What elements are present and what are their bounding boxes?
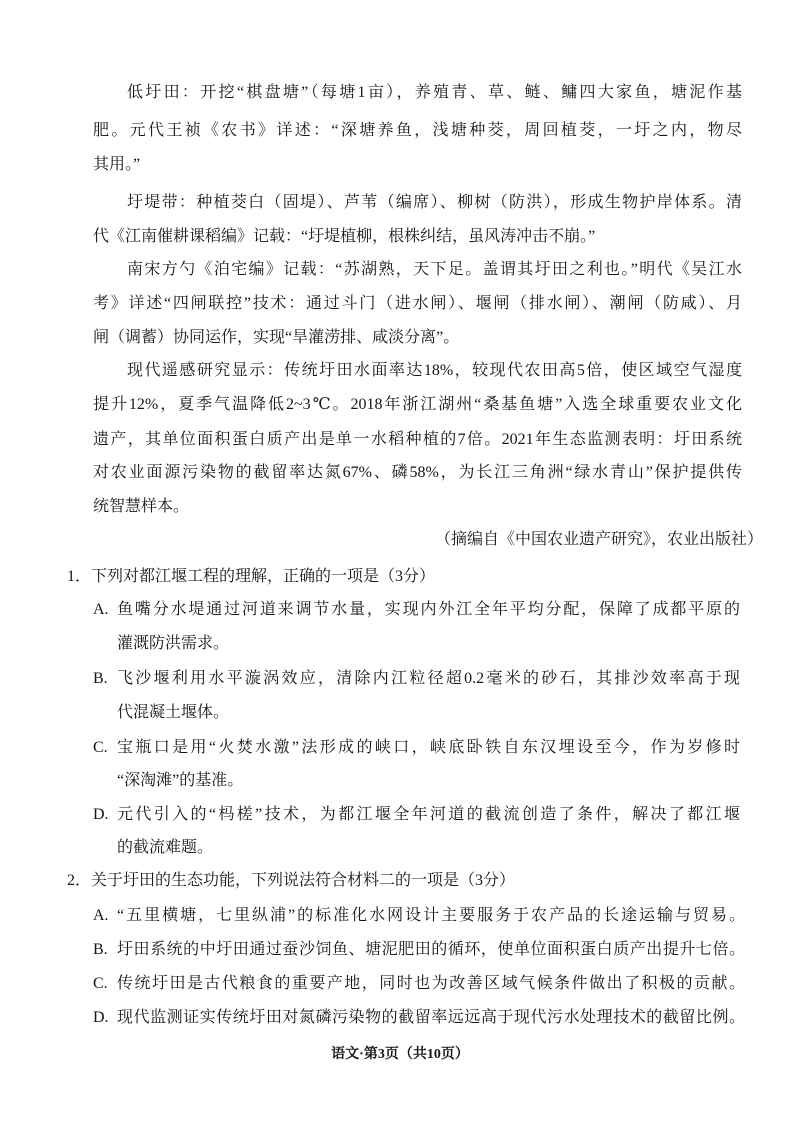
question-1-stem: 1．下列对都江堰工程的理解，正确的一项是（3分）: [67, 568, 436, 585]
paragraph-1-line-3: 其用。”: [93, 156, 141, 173]
paragraph-1-line-2: 肥。元代王祯《农书》详述：“深塘养鱼，浅塘种茭，周回植茭，一圩之内，物尽: [93, 122, 742, 139]
paragraph-3-line-2: 考》详述“四闸联控”技术：通过斗门（进水闸）、堰闸（排水闸）、潮闸（防咸）、月: [93, 295, 742, 312]
paragraph-4-line-5: 统智慧样本。: [93, 498, 190, 515]
question-2-option-b-label: B.: [93, 941, 108, 958]
question-2-option-c-label: C.: [93, 975, 108, 992]
question-2-option-a-label: A.: [93, 907, 109, 924]
paragraph-4-line-1: 现代遥感研究显示：传统圩田水面率达18%，较现代农田高5倍，使区域空气湿度: [127, 362, 742, 379]
question-2-option-c-line-1: 传统圩田是古代粮食的重要产地，同时也为改善区域气候条件做出了积极的贡献。: [117, 975, 745, 992]
question-1-option-d-line-2: 的截流难题。: [117, 839, 214, 856]
paragraph-3-line-1: 南宋方勺《泊宅编》记载：“苏湖熟，天下足。盖谓其圩田之利也。”明代《吴江水: [127, 261, 742, 278]
question-1-option-b-label: B.: [93, 670, 108, 687]
question-1-option-a-line-2: 灌溉防洪需求。: [117, 635, 230, 652]
paragraph-4-line-4: 对农业面源污染物的截留率达氮67%、磷58%，为长江三角洲“绿水青山”保护提供传: [93, 464, 742, 481]
question-1-option-a-label: A.: [93, 601, 109, 618]
question-2-stem: 2．关于圩田的生态功能，下列说法符合材料二的一项是（3分）: [67, 872, 516, 889]
question-1-option-b-line-2: 代混凝土堰体。: [117, 704, 230, 721]
question-1-option-c-line-1: 宝瓶口是用“火焚水激”法形成的峡口，峡底卧铁自东汉埋设至今，作为岁修时: [117, 739, 740, 756]
paragraph-2-line-1: 圩堤带：种植茭白（固堤）、芦苇（编席）、柳树（防洪），形成生物护岸体系。清: [127, 194, 742, 211]
paragraph-4-line-3: 遗产，其单位面积蛋白质产出是单一水稻种植的7倍。2021年生态监测表明：圩田系统: [93, 431, 742, 448]
question-1-option-c-line-2: “深淘滩”的基准。: [117, 772, 244, 789]
paragraph-3-line-3: 闸（调蓄）协同运作，实现“旱灌涝排、咸淡分离”。: [93, 329, 460, 346]
question-1-option-d-label: D.: [93, 806, 109, 823]
paragraph-1-line-1: 低圩田：开挖“棋盘塘”（每塘1亩），养殖青、草、鲢、鳙四大家鱼，塘泥作基: [127, 84, 742, 101]
question-2-option-a-line-1: “五里横塘，七里纵浦”的标准化水网设计主要服务于农产品的长途运输与贸易。: [117, 907, 745, 924]
question-1-option-d-line-1: 元代引入的“杩槎”技术，为都江堰全年河道的截流创造了条件，解决了都江堰: [117, 806, 740, 823]
material-source-citation: （摘编自《中国农业遗产研究》，农业出版社）: [434, 531, 763, 548]
page-footer: 语文·第3页（共10页）: [331, 1047, 469, 1062]
question-1-option-a-line-1: 鱼嘴分水堤通过河道来调节水量，实现内外江全年平均分配，保障了成都平原的: [117, 601, 740, 618]
question-2-option-d-label: D.: [93, 1009, 109, 1026]
question-1-option-c-label: C.: [93, 739, 108, 756]
question-2-option-d-line-1: 现代监测证实传统圩田对氮磷污染物的截留率远远高于现代污水处理技术的截留比例。: [117, 1009, 745, 1026]
question-1-option-b-line-1: 飞沙堰利用水平漩涡效应，清除内江粒径超0.2毫米的砂石，其排沙效率高于现: [117, 670, 740, 687]
paragraph-2-line-2: 代《江南催耕课稻编》记载：“圩堤植柳，根株纠结，虽风涛冲击不崩。”: [93, 228, 596, 245]
question-2-option-b-line-1: 圩田系统的中圩田通过蚕沙饲鱼、塘泥肥田的循环，使单位面积蛋白质产出提升七倍。: [117, 941, 745, 958]
paragraph-4-line-2: 提升12%，夏季气温降低2~3℃。2018年浙江湖州“桑基鱼塘”入选全球重要农业文化: [93, 396, 742, 413]
